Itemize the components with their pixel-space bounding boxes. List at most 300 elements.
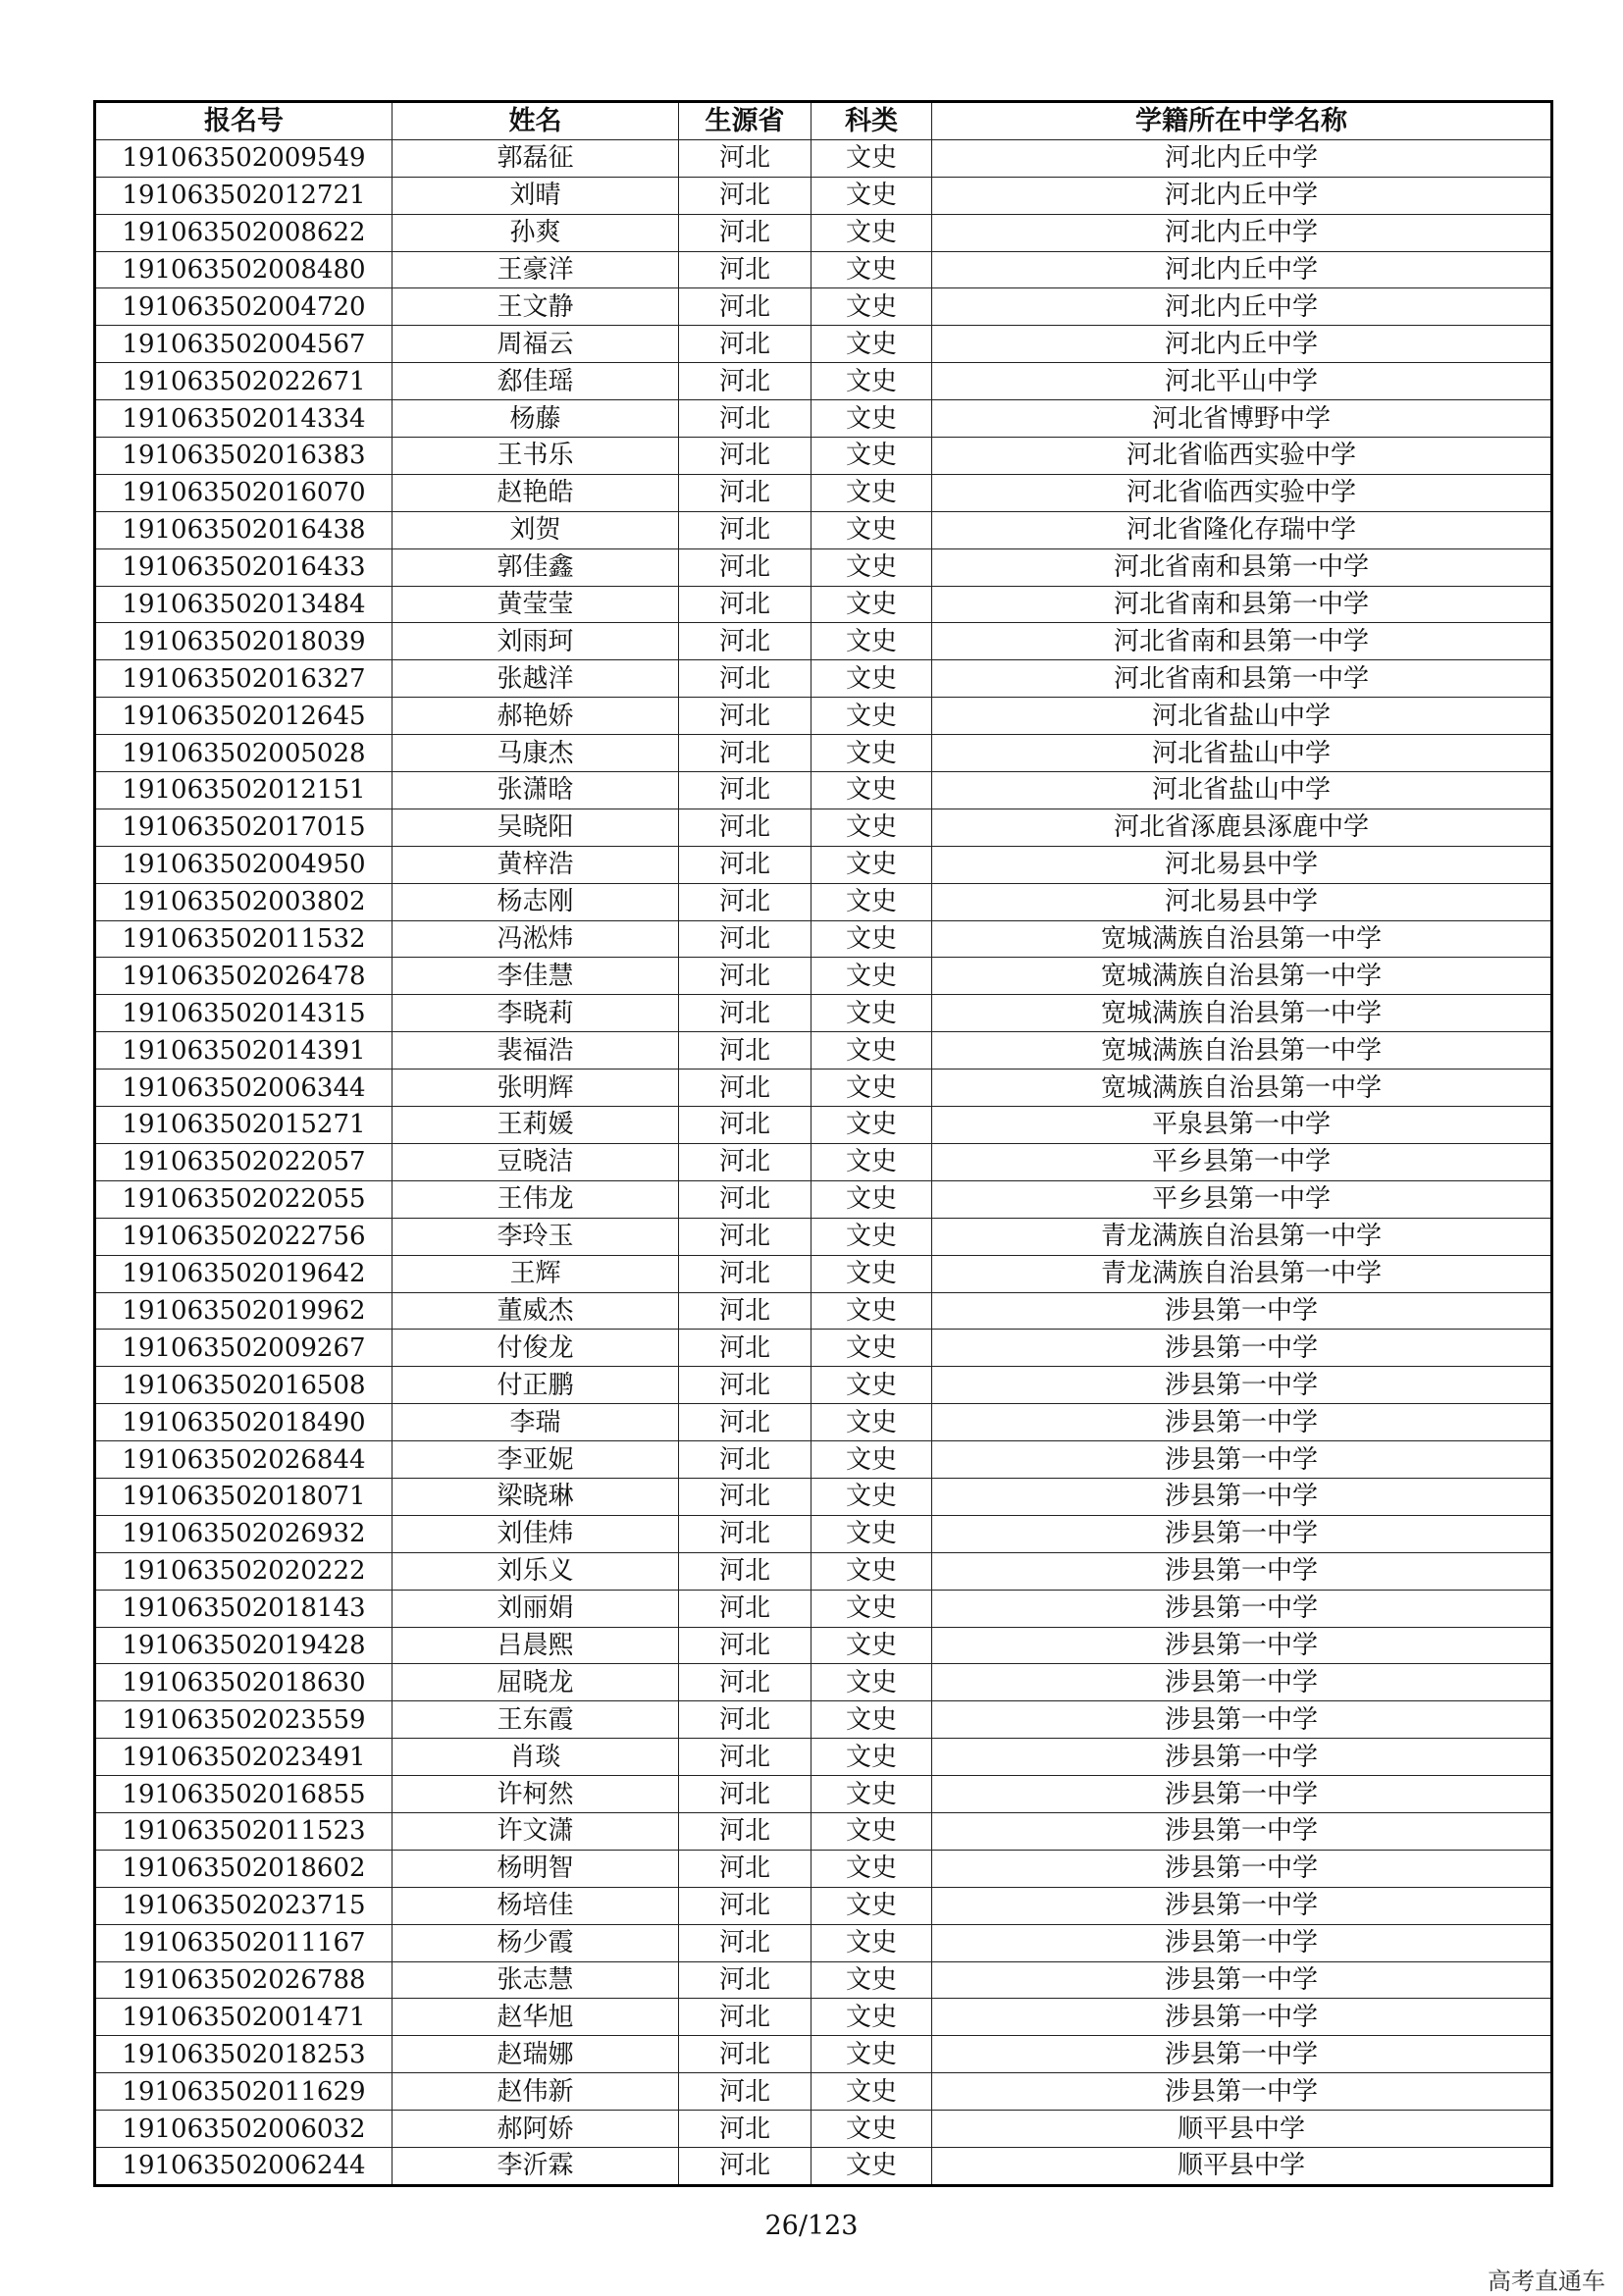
cell-school-name: 河北省南和县第一中学 <box>932 586 1552 623</box>
cell-category: 文史 <box>812 400 932 438</box>
cell-registration-number: 191063502014334 <box>95 400 393 438</box>
cell-province: 河北 <box>679 326 812 363</box>
header-school-name: 学籍所在中学名称 <box>932 102 1552 140</box>
cell-province: 河北 <box>679 995 812 1032</box>
cell-school-name: 青龙满族自治县第一中学 <box>932 1255 1552 1292</box>
table-row <box>95 474 1552 511</box>
cell-registration-number: 191063502015271 <box>95 1107 393 1144</box>
cell-category: 文史 <box>812 1999 932 2036</box>
cell-registration-number: 191063502009267 <box>95 1330 393 1367</box>
table-row <box>95 1999 1552 2036</box>
cell-category: 文史 <box>812 1404 932 1441</box>
table-row <box>95 1812 1552 1850</box>
cell-category: 文史 <box>812 2111 932 2148</box>
cell-school-name: 宽城满族自治县第一中学 <box>932 920 1552 958</box>
cell-registration-number: 191063502012721 <box>95 177 393 214</box>
cell-province: 河北 <box>679 139 812 177</box>
cell-school-name: 顺平县中学 <box>932 2111 1552 2148</box>
cell-name: 刘雨珂 <box>393 623 679 660</box>
cell-school-name: 涉县第一中学 <box>932 1590 1552 1627</box>
cell-name: 豆晓洁 <box>393 1143 679 1180</box>
cell-province: 河北 <box>679 363 812 400</box>
cell-province: 河北 <box>679 400 812 438</box>
cell-school-name: 涉县第一中学 <box>932 1515 1552 1552</box>
cell-name: 王莉媛 <box>393 1107 679 1144</box>
cell-category: 文史 <box>812 846 932 883</box>
cell-name: 孙爽 <box>393 214 679 251</box>
cell-category: 文史 <box>812 586 932 623</box>
cell-registration-number: 191063502004567 <box>95 326 393 363</box>
cell-province: 河北 <box>679 2111 812 2148</box>
cell-name: 刘乐义 <box>393 1552 679 1590</box>
cell-registration-number: 191063502018253 <box>95 2036 393 2073</box>
cell-category: 文史 <box>812 1292 932 1330</box>
cell-name: 董威杰 <box>393 1292 679 1330</box>
cell-category: 文史 <box>812 1032 932 1070</box>
student-roster-table <box>93 100 1553 2187</box>
table-row <box>95 1739 1552 1776</box>
watermark: 高考直通车 <box>1488 2268 1605 2295</box>
cell-province: 河北 <box>679 1478 812 1515</box>
cell-school-name: 宽城满族自治县第一中学 <box>932 995 1552 1032</box>
cell-category: 文史 <box>812 1180 932 1218</box>
cell-school-name: 涉县第一中学 <box>932 2036 1552 2073</box>
cell-province: 河北 <box>679 1515 812 1552</box>
cell-name: 赵瑞娜 <box>393 2036 679 2073</box>
cell-category: 文史 <box>812 995 932 1032</box>
cell-category: 文史 <box>812 1478 932 1515</box>
cell-name: 王文静 <box>393 288 679 326</box>
cell-category: 文史 <box>812 920 932 958</box>
table-row <box>95 1441 1552 1479</box>
cell-category: 文史 <box>812 958 932 995</box>
header-category: 科类 <box>812 102 932 140</box>
table-row <box>95 511 1552 548</box>
cell-registration-number: 191063502005028 <box>95 735 393 772</box>
cell-name: 杨培佳 <box>393 1887 679 1924</box>
cell-name: 杨明智 <box>393 1850 679 1887</box>
table-row <box>95 1255 1552 1292</box>
cell-province: 河北 <box>679 1552 812 1590</box>
table-row <box>95 177 1552 214</box>
cell-school-name: 河北内丘中学 <box>932 251 1552 288</box>
cell-name: 张明辉 <box>393 1070 679 1107</box>
table-row <box>95 2147 1552 2185</box>
table-row <box>95 698 1552 735</box>
table-row <box>95 1218 1552 1255</box>
table-row <box>95 920 1552 958</box>
table-row <box>95 214 1552 251</box>
cell-category: 文史 <box>812 1330 932 1367</box>
cell-name: 刘佳炜 <box>393 1515 679 1552</box>
cell-registration-number: 191063502022057 <box>95 1143 393 1180</box>
cell-province: 河北 <box>679 809 812 846</box>
cell-name: 黄梓浩 <box>393 846 679 883</box>
cell-registration-number: 191063502006344 <box>95 1070 393 1107</box>
cell-province: 河北 <box>679 1739 812 1776</box>
cell-registration-number: 191063502019642 <box>95 1255 393 1292</box>
cell-province: 河北 <box>679 1143 812 1180</box>
cell-school-name: 涉县第一中学 <box>932 1404 1552 1441</box>
table-row <box>95 995 1552 1032</box>
cell-category: 文史 <box>812 363 932 400</box>
cell-province: 河北 <box>679 1627 812 1664</box>
table-row <box>95 548 1552 586</box>
header-registration-number: 报名号 <box>95 102 393 140</box>
cell-name: 黄莹莹 <box>393 586 679 623</box>
cell-school-name: 河北内丘中学 <box>932 288 1552 326</box>
cell-name: 刘贺 <box>393 511 679 548</box>
cell-province: 河北 <box>679 1107 812 1144</box>
cell-name: 李沂霖 <box>393 2147 679 2185</box>
cell-category: 文史 <box>812 735 932 772</box>
cell-registration-number: 191063502009549 <box>95 139 393 177</box>
table-row <box>95 363 1552 400</box>
cell-name: 周福云 <box>393 326 679 363</box>
cell-name: 王东霞 <box>393 1701 679 1739</box>
table-row <box>95 1292 1552 1330</box>
cell-school-name: 涉县第一中学 <box>932 1812 1552 1850</box>
cell-registration-number: 191063502023715 <box>95 1887 393 1924</box>
cell-registration-number: 191063502026788 <box>95 1961 393 1999</box>
cell-registration-number: 191063502013484 <box>95 586 393 623</box>
cell-school-name: 涉县第一中学 <box>932 1924 1552 1961</box>
table-row <box>95 1961 1552 1999</box>
cell-category: 文史 <box>812 883 932 920</box>
cell-category: 文史 <box>812 1739 932 1776</box>
cell-category: 文史 <box>812 1255 932 1292</box>
page-number: 26/123 <box>764 2211 859 2241</box>
cell-province: 河北 <box>679 1180 812 1218</box>
cell-province: 河北 <box>679 2073 812 2111</box>
cell-province: 河北 <box>679 735 812 772</box>
cell-category: 文史 <box>812 288 932 326</box>
cell-school-name: 顺平县中学 <box>932 2147 1552 2185</box>
cell-school-name: 宽城满族自治县第一中学 <box>932 1070 1552 1107</box>
table-row <box>95 1701 1552 1739</box>
cell-school-name: 涉县第一中学 <box>932 1330 1552 1367</box>
cell-name: 杨少霞 <box>393 1924 679 1961</box>
cell-category: 文史 <box>812 548 932 586</box>
cell-province: 河北 <box>679 958 812 995</box>
cell-category: 文史 <box>812 1367 932 1404</box>
cell-registration-number: 191063502018039 <box>95 623 393 660</box>
cell-category: 文史 <box>812 474 932 511</box>
cell-name: 赵伟新 <box>393 2073 679 2111</box>
table-row <box>95 586 1552 623</box>
cell-school-name: 河北省南和县第一中学 <box>932 623 1552 660</box>
cell-category: 文史 <box>812 139 932 177</box>
table-row <box>95 1515 1552 1552</box>
table-row <box>95 1180 1552 1218</box>
cell-registration-number: 191063502020222 <box>95 1552 393 1590</box>
cell-school-name: 河北省南和县第一中学 <box>932 660 1552 698</box>
table-row <box>95 735 1552 772</box>
cell-school-name: 青龙满族自治县第一中学 <box>932 1218 1552 1255</box>
cell-province: 河北 <box>679 920 812 958</box>
cell-province: 河北 <box>679 1330 812 1367</box>
cell-category: 文史 <box>812 1850 932 1887</box>
cell-province: 河北 <box>679 548 812 586</box>
table-row <box>95 1478 1552 1515</box>
cell-province: 河北 <box>679 251 812 288</box>
cell-registration-number: 191063502016438 <box>95 511 393 548</box>
cell-school-name: 涉县第一中学 <box>932 1961 1552 1999</box>
table-row <box>95 809 1552 846</box>
cell-school-name: 涉县第一中学 <box>932 1627 1552 1664</box>
table-row <box>95 2036 1552 2073</box>
cell-registration-number: 191063502001471 <box>95 1999 393 2036</box>
table-header-row <box>95 102 1552 140</box>
cell-province: 河北 <box>679 438 812 475</box>
table-row <box>95 1850 1552 1887</box>
cell-name: 梁晓琳 <box>393 1478 679 1515</box>
cell-province: 河北 <box>679 1924 812 1961</box>
cell-category: 文史 <box>812 1664 932 1701</box>
table-row <box>95 623 1552 660</box>
cell-province: 河北 <box>679 1850 812 1887</box>
cell-registration-number: 191063502014315 <box>95 995 393 1032</box>
cell-category: 文史 <box>812 809 932 846</box>
cell-category: 文史 <box>812 251 932 288</box>
cell-name: 李佳慧 <box>393 958 679 995</box>
cell-registration-number: 191063502011523 <box>95 1812 393 1850</box>
table-row <box>95 2111 1552 2148</box>
cell-school-name: 河北省盐山中学 <box>932 772 1552 809</box>
cell-registration-number: 191063502016383 <box>95 438 393 475</box>
cell-name: 马康杰 <box>393 735 679 772</box>
cell-school-name: 河北易县中学 <box>932 846 1552 883</box>
cell-name: 刘晴 <box>393 177 679 214</box>
cell-school-name: 河北内丘中学 <box>932 214 1552 251</box>
cell-registration-number: 191063502011167 <box>95 1924 393 1961</box>
cell-name: 王伟龙 <box>393 1180 679 1218</box>
cell-name: 郭磊征 <box>393 139 679 177</box>
table-row <box>95 1143 1552 1180</box>
cell-school-name: 河北省隆化存瑞中学 <box>932 511 1552 548</box>
cell-registration-number: 191063502026932 <box>95 1515 393 1552</box>
cell-province: 河北 <box>679 214 812 251</box>
cell-province: 河北 <box>679 1701 812 1739</box>
cell-registration-number: 191063502018490 <box>95 1404 393 1441</box>
cell-name: 屈晓龙 <box>393 1664 679 1701</box>
cell-registration-number: 191063502016327 <box>95 660 393 698</box>
cell-province: 河北 <box>679 1776 812 1813</box>
cell-category: 文史 <box>812 1441 932 1479</box>
cell-school-name: 涉县第一中学 <box>932 1552 1552 1590</box>
table-row <box>95 1887 1552 1924</box>
cell-school-name: 涉县第一中学 <box>932 1739 1552 1776</box>
cell-registration-number: 191063502011532 <box>95 920 393 958</box>
cell-school-name: 平乡县第一中学 <box>932 1180 1552 1218</box>
table-row <box>95 1367 1552 1404</box>
cell-category: 文史 <box>812 1143 932 1180</box>
table-row <box>95 288 1552 326</box>
cell-school-name: 涉县第一中学 <box>932 1478 1552 1515</box>
cell-category: 文史 <box>812 1552 932 1590</box>
cell-category: 文史 <box>812 1924 932 1961</box>
cell-province: 河北 <box>679 883 812 920</box>
cell-school-name: 河北省涿鹿县涿鹿中学 <box>932 809 1552 846</box>
cell-school-name: 涉县第一中学 <box>932 1664 1552 1701</box>
cell-name: 刘丽娟 <box>393 1590 679 1627</box>
table-row <box>95 251 1552 288</box>
header-province: 生源省 <box>679 102 812 140</box>
table-row <box>95 2073 1552 2111</box>
cell-name: 李玲玉 <box>393 1218 679 1255</box>
cell-name: 吴晓阳 <box>393 809 679 846</box>
table-row <box>95 400 1552 438</box>
cell-province: 河北 <box>679 1961 812 1999</box>
cell-registration-number: 191063502022055 <box>95 1180 393 1218</box>
cell-school-name: 涉县第一中学 <box>932 1292 1552 1330</box>
cell-school-name: 河北内丘中学 <box>932 326 1552 363</box>
cell-province: 河北 <box>679 1887 812 1924</box>
table-row <box>95 1664 1552 1701</box>
table-row <box>95 660 1552 698</box>
cell-category: 文史 <box>812 1701 932 1739</box>
cell-category: 文史 <box>812 623 932 660</box>
table-row <box>95 139 1552 177</box>
table-row <box>95 846 1552 883</box>
cell-registration-number: 191063502023491 <box>95 1739 393 1776</box>
cell-category: 文史 <box>812 1776 932 1813</box>
cell-registration-number: 191063502003802 <box>95 883 393 920</box>
cell-name: 郝艳娇 <box>393 698 679 735</box>
cell-school-name: 河北省博野中学 <box>932 400 1552 438</box>
cell-registration-number: 191063502011629 <box>95 2073 393 2111</box>
cell-registration-number: 191063502019428 <box>95 1627 393 1664</box>
cell-province: 河北 <box>679 1292 812 1330</box>
cell-school-name: 涉县第一中学 <box>932 1701 1552 1739</box>
cell-category: 文史 <box>812 177 932 214</box>
cell-category: 文史 <box>812 438 932 475</box>
cell-registration-number: 191063502026844 <box>95 1441 393 1479</box>
cell-category: 文史 <box>812 1961 932 1999</box>
cell-name: 郭佳鑫 <box>393 548 679 586</box>
cell-province: 河北 <box>679 1812 812 1850</box>
cell-registration-number: 191063502008480 <box>95 251 393 288</box>
table-row <box>95 438 1552 475</box>
cell-province: 河北 <box>679 2147 812 2185</box>
cell-school-name: 涉县第一中学 <box>932 1367 1552 1404</box>
table-row <box>95 1552 1552 1590</box>
cell-registration-number: 191063502026478 <box>95 958 393 995</box>
cell-province: 河北 <box>679 1367 812 1404</box>
cell-name: 李瑞 <box>393 1404 679 1441</box>
cell-school-name: 涉县第一中学 <box>932 1850 1552 1887</box>
cell-province: 河北 <box>679 288 812 326</box>
table-row <box>95 1107 1552 1144</box>
cell-school-name: 涉县第一中学 <box>932 1887 1552 1924</box>
cell-category: 文史 <box>812 660 932 698</box>
cell-name: 张潇晗 <box>393 772 679 809</box>
cell-registration-number: 191063502023559 <box>95 1701 393 1739</box>
cell-name: 张志慧 <box>393 1961 679 1999</box>
cell-school-name: 河北平山中学 <box>932 363 1552 400</box>
table-row <box>95 1404 1552 1441</box>
cell-registration-number: 191063502018143 <box>95 1590 393 1627</box>
cell-registration-number: 191063502018071 <box>95 1478 393 1515</box>
cell-category: 文史 <box>812 1812 932 1850</box>
cell-registration-number: 191063502004950 <box>95 846 393 883</box>
cell-name: 赵华旭 <box>393 1999 679 2036</box>
cell-name: 王辉 <box>393 1255 679 1292</box>
cell-category: 文史 <box>812 1218 932 1255</box>
cell-registration-number: 191063502012645 <box>95 698 393 735</box>
cell-category: 文史 <box>812 1627 932 1664</box>
cell-province: 河北 <box>679 1590 812 1627</box>
cell-category: 文史 <box>812 2036 932 2073</box>
cell-name: 张越洋 <box>393 660 679 698</box>
cell-category: 文史 <box>812 2073 932 2111</box>
cell-school-name: 河北省南和县第一中学 <box>932 548 1552 586</box>
cell-province: 河北 <box>679 1032 812 1070</box>
cell-province: 河北 <box>679 846 812 883</box>
table-row <box>95 326 1552 363</box>
cell-name: 吕晨熙 <box>393 1627 679 1664</box>
cell-province: 河北 <box>679 1070 812 1107</box>
cell-name: 杨志刚 <box>393 883 679 920</box>
cell-name: 付俊龙 <box>393 1330 679 1367</box>
cell-name: 许文潇 <box>393 1812 679 1850</box>
cell-registration-number: 191063502019962 <box>95 1292 393 1330</box>
cell-school-name: 涉县第一中学 <box>932 1776 1552 1813</box>
cell-registration-number: 191063502016508 <box>95 1367 393 1404</box>
cell-school-name: 河北省临西实验中学 <box>932 438 1552 475</box>
cell-name: 郝阿娇 <box>393 2111 679 2148</box>
cell-province: 河北 <box>679 1255 812 1292</box>
cell-school-name: 河北内丘中学 <box>932 177 1552 214</box>
cell-province: 河北 <box>679 698 812 735</box>
cell-name: 李亚妮 <box>393 1441 679 1479</box>
cell-registration-number: 191063502016070 <box>95 474 393 511</box>
cell-name: 冯淞炜 <box>393 920 679 958</box>
cell-registration-number: 191063502022756 <box>95 1218 393 1255</box>
cell-category: 文史 <box>812 326 932 363</box>
cell-school-name: 河北省盐山中学 <box>932 698 1552 735</box>
cell-category: 文史 <box>812 2147 932 2185</box>
cell-category: 文史 <box>812 1107 932 1144</box>
table-row <box>95 1627 1552 1664</box>
cell-category: 文史 <box>812 1070 932 1107</box>
table-row <box>95 1330 1552 1367</box>
cell-school-name: 河北省盐山中学 <box>932 735 1552 772</box>
cell-registration-number: 191063502008622 <box>95 214 393 251</box>
cell-province: 河北 <box>679 2036 812 2073</box>
cell-name: 赵艳皓 <box>393 474 679 511</box>
cell-school-name: 河北省临西实验中学 <box>932 474 1552 511</box>
cell-name: 郄佳瑶 <box>393 363 679 400</box>
cell-name: 付正鹏 <box>393 1367 679 1404</box>
cell-school-name: 平泉县第一中学 <box>932 1107 1552 1144</box>
cell-school-name: 河北易县中学 <box>932 883 1552 920</box>
cell-school-name: 河北内丘中学 <box>932 139 1552 177</box>
cell-category: 文史 <box>812 1515 932 1552</box>
cell-name: 裴福浩 <box>393 1032 679 1070</box>
cell-name: 王书乐 <box>393 438 679 475</box>
cell-school-name: 宽城满族自治县第一中学 <box>932 1032 1552 1070</box>
cell-school-name: 涉县第一中学 <box>932 2073 1552 2111</box>
cell-province: 河北 <box>679 1441 812 1479</box>
cell-province: 河北 <box>679 1664 812 1701</box>
cell-registration-number: 191063502022671 <box>95 363 393 400</box>
cell-province: 河北 <box>679 772 812 809</box>
table-row <box>95 1070 1552 1107</box>
cell-category: 文史 <box>812 698 932 735</box>
header-name: 姓名 <box>393 102 679 140</box>
table-body <box>95 139 1552 2185</box>
